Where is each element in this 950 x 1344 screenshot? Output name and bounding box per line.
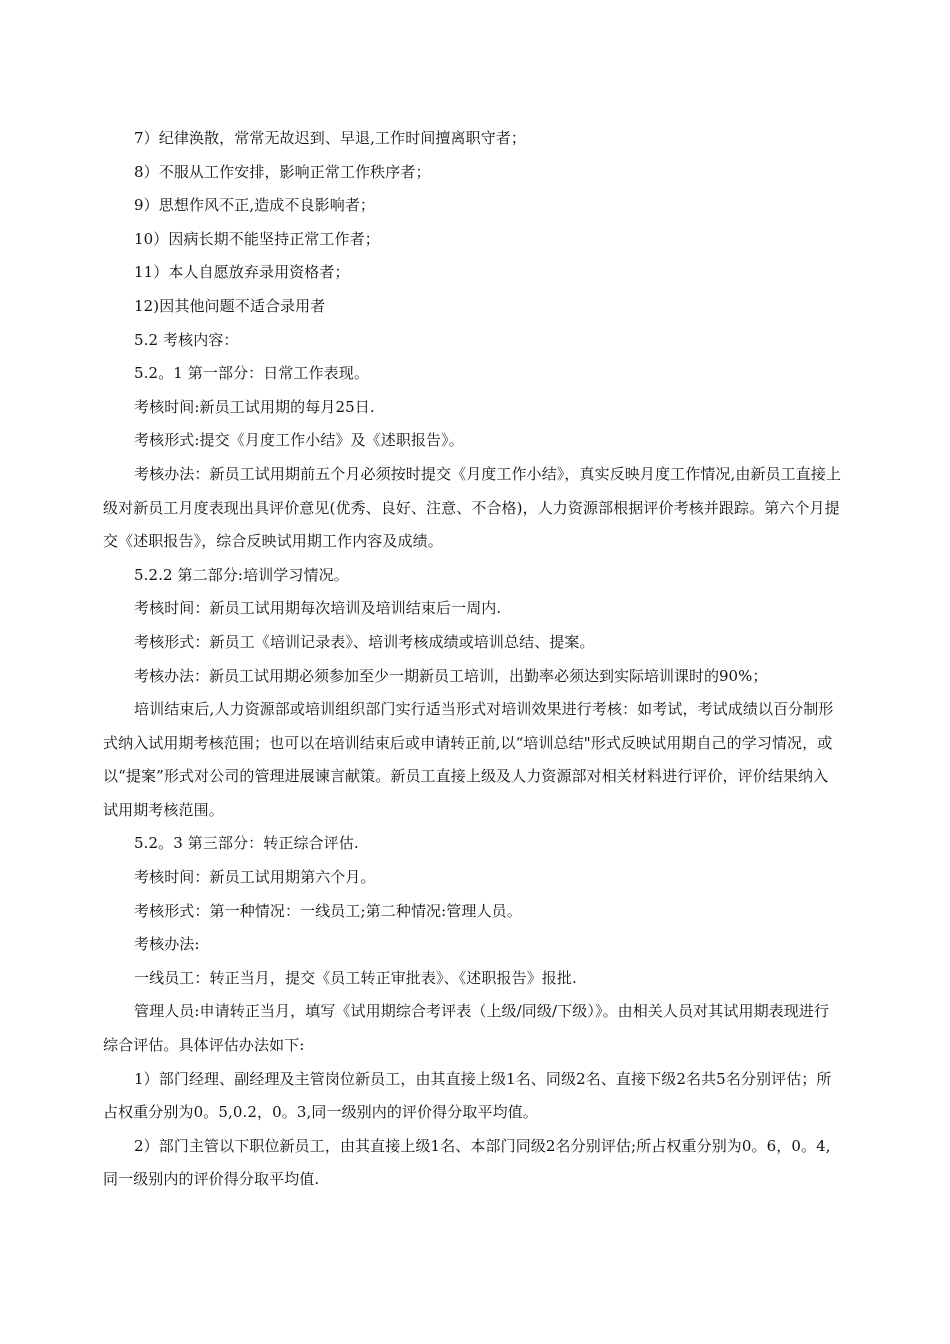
training-assessment-method: 考核办法：新员工试用期必须参加至少一期新员工培训，出勤率必须达到实际培训课时的90%； — [134, 666, 768, 685]
paragraph-other-issues: 12)因其他问题不适合录用者 — [134, 296, 326, 315]
confirmation-assessment-time: 考核时间：新员工试用期第六个月。 — [134, 868, 376, 887]
paragraph-voluntary-waiver: 11）本人自愿放弃录用资格者； — [134, 263, 350, 282]
paragraph-conduct: 9）思想作风不正,造成不良影响者； — [134, 196, 376, 215]
document-body — [103, 122, 843, 1197]
frontline-staff-procedure: 一线员工：转正当月，提交《员工转正审批表》、《述职报告》报批. — [134, 968, 577, 987]
paragraph-insubordination: 8）不服从工作安排，影响正常工作秩序者； — [134, 162, 431, 181]
daily-assessment-form: 考核形式:提交《月度工作小结》及《述职报告》。 — [134, 431, 464, 450]
evaluation-rule-managers: 1）部门经理、副经理及主管岗位新员工，由其直接上级1名、同级2名、直接下级2名共5名分别评估；所占权重分别为0。5,0.2，0。3,同一级别内的评价得分取平均值。 — [103, 1069, 832, 1122]
evaluation-rule-below-supervisor: 2）部门主管以下职位新员工，由其直接上级1名、本部门同级2名分别评估;所占权重分别为0。6，0。4,同一级别内的评价得分取平均值. — [103, 1136, 831, 1189]
management-staff-procedure: 管理人员:申请转正当月，填写《试用期综合考评表（上级/同级/下级）》。由相关人员对其试用期表现进行综合评估。具体评估办法如下: — [103, 1002, 830, 1055]
subsection-heading-daily-performance: 5.2。1 第一部分：日常工作表现。 — [134, 364, 369, 383]
confirmation-assessment-method-label: 考核办法: — [134, 935, 200, 954]
daily-assessment-method: 考核办法：新员工试用期前五个月必须按时提交《月度工作小结》，真实反映月度工作情况,由新员工直接上级对新员工月度表现出具评价意见(优秀、良好、注意、不合格)，人力资源部根据评价考核并跟踪。第六个月提交《述职报告》，综合反映试用期工作内容及成绩。 — [103, 464, 842, 551]
confirmation-assessment-form: 考核形式：第一种情况：一线员工;第二种情况:管理人员。 — [134, 901, 522, 920]
subsection-heading-training: 5.2.2 第二部分:培训学习情况。 — [134, 565, 349, 584]
daily-assessment-time: 考核时间:新员工试用期的每月25日. — [134, 397, 375, 416]
training-assessment-form: 考核形式：新员工《培训记录表》、培训考核成绩或培训总结、提案。 — [134, 632, 595, 651]
section-heading-assessment-content: 5.2 考核内容： — [134, 330, 239, 349]
paragraph-discipline: 7）纪律涣散，常常无故迟到、早退,工作时间擅离职守者； — [134, 129, 527, 147]
training-evaluation-details: 培训结束后,人力资源部或培训组织部门实行适当形式对培训效果进行考核：如考试，考试成绩以百分制形式纳入试用期考核范围；也可以在培训结束后或申请转正前,以“培训总结"形式反映试用期自己的学习情况，或以“提案”形式对公司的管理进展谏言献策。新员工直接上级及人力资源部对相关材料进行评价，评价结果纳入试用期考核范围。 — [103, 700, 834, 819]
training-assessment-time: 考核时间：新员工试用期每次培训及培训结束后一周内. — [134, 599, 502, 618]
subsection-heading-confirmation: 5.2。3 第三部分：转正综合评估. — [134, 834, 359, 853]
paragraph-illness: 10）因病长期不能坚持正常工作者； — [134, 229, 380, 248]
